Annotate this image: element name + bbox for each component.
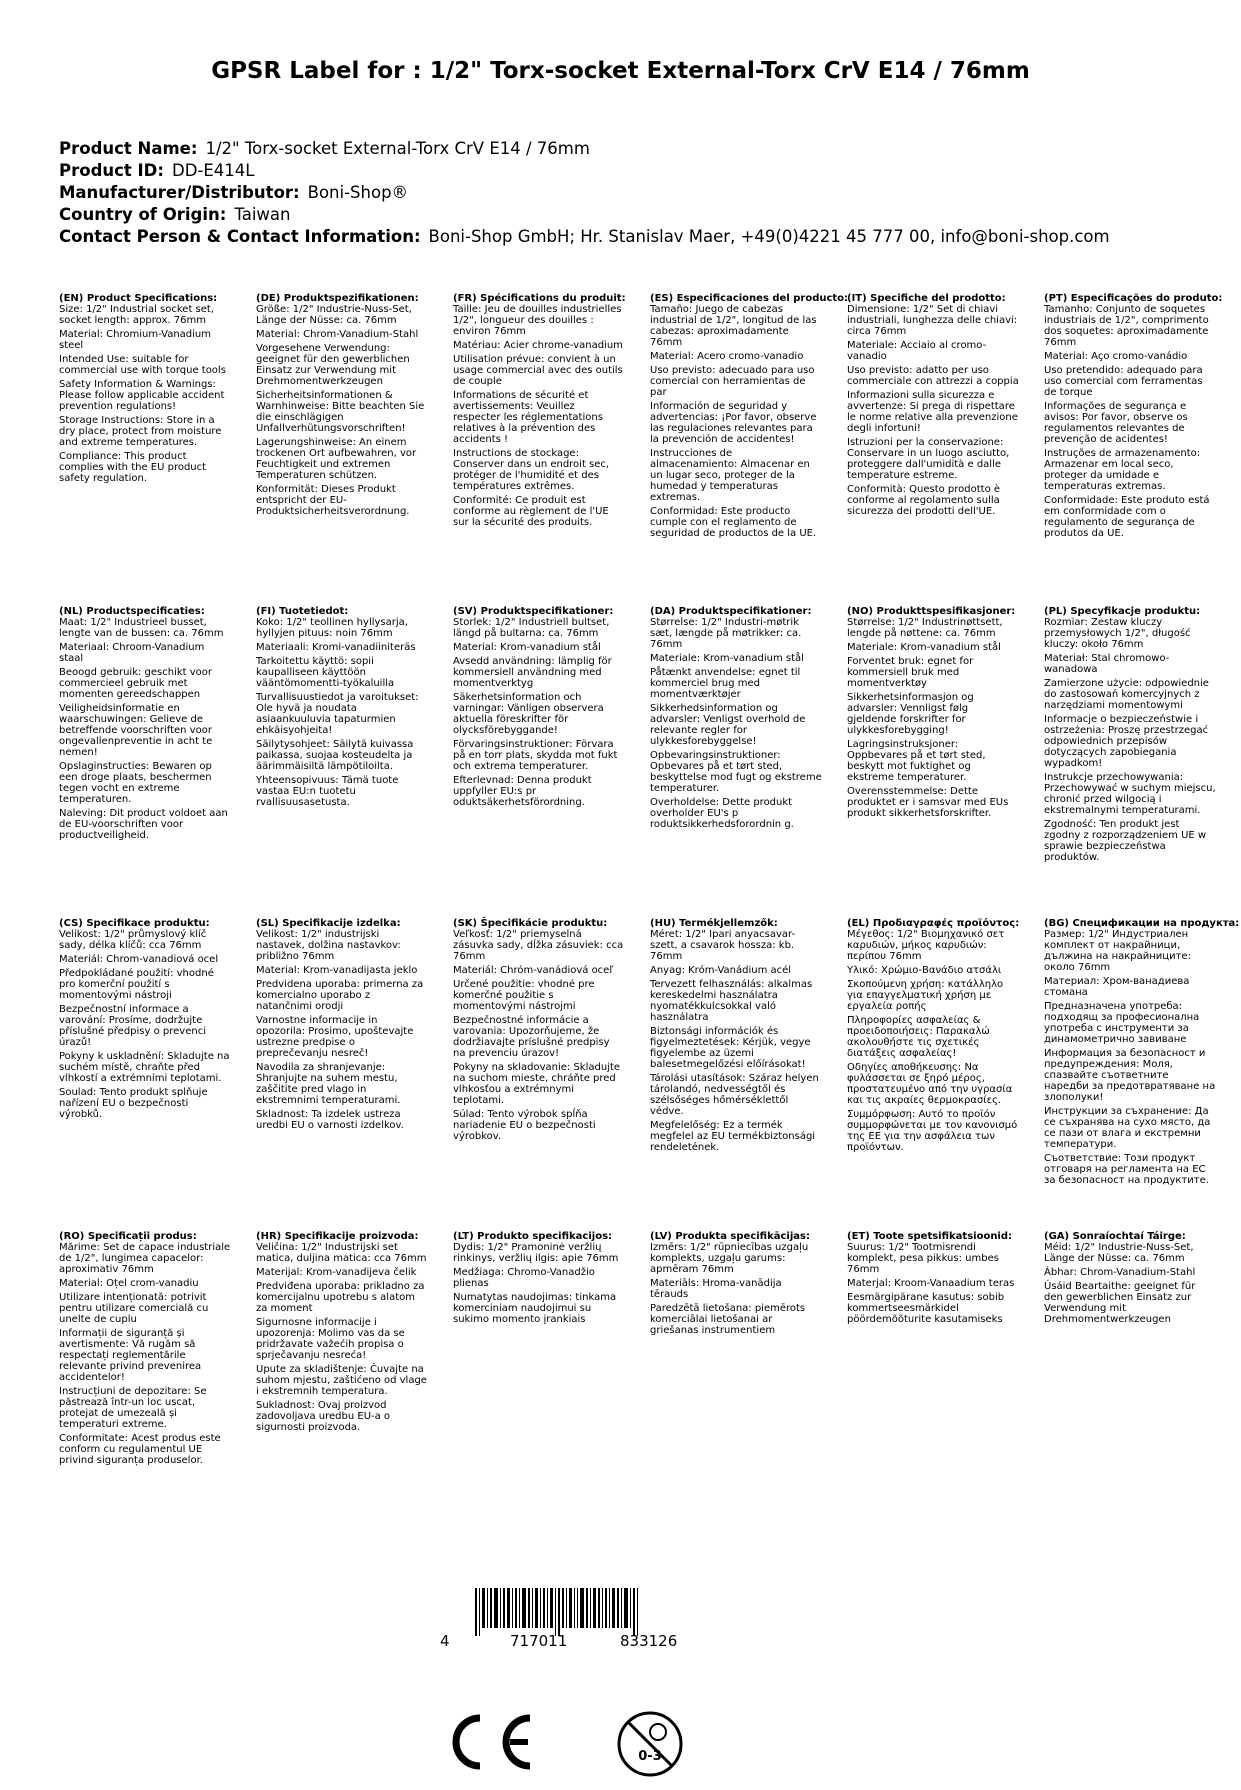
spec-block-sk: (SK) Špecifikácie produktu: Veľkosť: 1/2" priemyselná zásuvka sady, dĺžka zásuviek: cca 76mm Materiál: Chróm-vanádiová oceľ Určené použitie: vhodné pre komerčné použitie s momentovými nástrojmi Bezpečnostné informácie a varovania: Upozorňujeme, že dodržiavajte príslušné predpisy na prevenciu úrazov! Pokyny na skladovanie: Skladujte na suchom mieste, chráňte pred vlhkosťou a extrémnymi teplotami. Súlad: Tento výrobok spĺňa nariadenie EU o bezpečnosti výrobkov.	[453, 918, 624, 1142]
info-country: Country of Origin: Taiwan	[59, 205, 291, 224]
spec-block-pl: (PL) Specyfikacje produktu: Rozmiar: Zestaw kluczy przemysłowych 1/2", długość kluczy: około 76mm Materiał: Stal chromowo-wanadowa Zamierzone użycie: odpowiednie do zastosowań komercyjnych z narzędziami momentowymi Informacje o bezpieczeństwie i ostrzeżenia: Proszę przestrzegać odpowiednich przepisów dotyczących zapobiegania wypadkom! Instrukcje przechowywania: Przechowywać w suchym miejscu, chronić przed wilgocią i ekstremalnymi temperaturami. Zgodność: Ten produkt jest zgodny z rozporządzeniem UE w sprawie bezpieczeństwa produktów.	[1044, 606, 1216, 863]
info-contact: Contact Person & Contact Information: Boni-Shop GmbH; Hr. Stanislav Maer, +49(0)4221 45 777 00, info@boni-shop.com	[59, 227, 1110, 246]
product-info	[59, 138, 1110, 248]
ce-mark-icon	[456, 1718, 530, 1766]
spec-block-fr: (FR) Spécifications du produit: Taille: Jeu de douilles industrielles 1/2", longueur des douilles : environ 76mm Matériau: Acier chrome-vanadium Utilisation prévue: convient à un usage commercial avec des outils de couple Informations de sécurité et avertissements: Veuillez respecter les réglementations relatives à la prévention des accidents ! Instructions de stockage: Conserver dans un endroit sec, protéger de l'humidité et des températures extrêmes. Conformité: Ce produit est conforme au règlement de l'UE sur la sécurité des produits.	[453, 293, 626, 528]
spec-block-sv: (SV) Produktspecifikationer: Storlek: 1/2" Industriell bultset, längd på bultarna: ca. 76mm Material: Krom-vanadium stål Avsedd användning: lämplig för kommersiell användning med momentverktyg Säkerhetsinformation och varningar: Vänligen observera aktuella föreskrifter för olycksförebyggande! Förvaringsinstruktioner: Förvara på en torr plats, skydda mot fukt och extrema temperaturer. Efterlevnad: Denna produkt uppfyller EU:s pr oduktsäkerhetsförordning.	[453, 606, 618, 808]
spec-block-el: (EL) Προδιαγραφές προϊόντος: Μέγεθος: 1/2" Βιομηχανικό σετ καρυδιών, μήκος καρυδιών: περίπου 76mm Υλικό: Χρώμιο-Βανάδιο ατσάλι Σκοπούμενη χρήση: κατάλληλο για επαγγελματική χρήση με εργαλεία ροπής Πληροφορίες ασφαλείας & προειδοποιήσεις: Παρακαλώ ακολουθήστε τις σχετικές διατάξεις ασφαλείας! Οδηγίες αποθήκευσης: Να φυλάσσεται σε ξηρό μέρος, προστατευμένο από την υγρασία και τις ακραίες θερμοκρασίες. Συμμόρφωση: Αυτό το προϊόν συμμορφώνεται με τον κανονισμό της ΕΕ για την ασφάλεια των προϊόντων.	[847, 918, 1020, 1153]
spec-block-de: (DE) Produktspezifikationen: Größe: 1/2" Industrie-Nuss-Set, Länge der Nüsse: ca. 76mm Material: Chrom-Vanadium-Stahl Vorgesehene Verwendung: geeignet für den gewerblichen Einsatz zur Verwendung mit Drehmomentwerkzeugen Sicherheitsinformationen & Warnhinweise: Bitte beachten Sie die einschlägigen Unfallverhütungsvorschriften! Lagerungshinweise: An einem trockenen Ort aufbewahren, vor Feuchtigkeit und extremen Temperaturen schützen. Konformität: Dieses Produkt entspricht der EU-Produktsicherheitsverordnung.	[256, 293, 425, 517]
spec-block-ga: (GA) Sonraíochtaí Táirge: Méid: 1/2" Industrie-Nuss-Set, Länge der Nüsse: ca. 76mm Ábhar: Chrom-Vanadium-Stahl Úsáid Beartaithe: geeignet für den gewerblichen Einsatz zur Verwendung mit Drehmomentwerkzeugen	[1044, 1231, 1196, 1325]
spec-block-cs: (CS) Specifikace produktu: Velikost: 1/2" průmyslový klíč sady, délka klíčů: cca 76mm Materiál: Chrom-vanadiová ocel Předpokládané použití: vhodné pro komerční použití s momentovými nástroji Bezpečnostní informace a varování: Prosíme, dodržujte příslušné předpisy o prevenci úrazů! Pokyny k uskladnění: Skladujte na suchém místě, chraňte před vlhkostí a extrémními teplotami. Soulad: Tento produkt splňuje nařízení EU o bezpečnosti výrobků.	[59, 918, 230, 1120]
spec-block-bg: (BG) Спецификации на продукта: Размер: 1/2" Индустриален комплект от накрайници, дължина на накрайниците: около 76mm Материал: Хром-ванадиева стомана Предназначена употреба: подходящ за професионална употреба с инструменти за динамометрично завиване Информация за безопасност и предупреждения: Моля, спазвайте съответните наредби за предотвратяване на злополуки! Инструкции за съхранение: Да се съхранява на сухо място, да се пази от влага и екстремни температури. Съответствие: Този продукт отговаря на регламента на ЕС за безопасност на продуктите.	[1044, 918, 1240, 1186]
barcode-bars	[475, 1588, 700, 1634]
barcode-digit-right: 833126	[620, 1632, 678, 1650]
info-manufacturer: Manufacturer/Distributor: Boni-Shop®	[59, 183, 409, 202]
spec-block-ro: (RO) Specificații produs: Mărime: Set de capace industriale de 1/2", lungimea capacelor: aproximativ 76mm Material: Oțel crom-vanadiu Utilizare intenționată: potrivit pentru utilizare comercială cu unelte de cuplu Informații de siguranță și avertismente: Vă rugăm să respectați reglementările relevante privind prevenirea accidentelor! Instrucțiuni de depozitare: Se păstrează într-un loc uscat, protejat de umezeală și temperaturi extreme. Conformitate: Acest produs este conform cu regulamentul UE privind siguranța produselor.	[59, 1231, 231, 1466]
info-product-name: Product Name: 1/2" Torx-socket External-Torx CrV E14 / 76mm	[59, 139, 590, 158]
svg-text:0-3: 0-3	[638, 1749, 662, 1764]
spec-block-hr: (HR) Specifikacije proizvoda: Veličina: 1/2" Industrijski set matica, duljina matica: cca 76mm Materijal: Krom-vanadijeva čelik Predviđena uporaba: prikladno za komercijalnu upotrebu s alatom za moment Sigurnosne informacije i upozorenja: Molimo vas da se pridržavate važećih propisa o sprječavanju nesreća! Upute za skladištenje: Čuvajte na suhom mjestu, zaštićeno od vlage i ekstremnih temperatura. Sukladnost: Ovaj proizvod zadovoljava uredbu EU-a o sigurnosti proizvoda.	[256, 1231, 427, 1433]
spec-block-fi: (FI) Tuotetiedot: Koko: 1/2" teollinen hyllysarja, hyllyjen pituus: noin 76mm Materiaali: Kromi-vanadiiniteräs Tarkoitettu käyttö: sopii kaupalliseen käyttöön vääntömomentti-työkaluilla Turvallisuustiedot ja varoitukset: Ole hyvä ja noudata asiaankuuluvia tapaturmien ehkäisyohjeita! Säilytysohjeet: Säilytä kuivassa paikassa, suojaa kosteudelta ja äärimmäisiltä lämpötiloilta. Yhteensopivuus: Tämä tuote vastaa EU:n tuotetu rvallisuusasetusta.	[256, 606, 419, 808]
age-warning-icon	[619, 1713, 681, 1775]
spec-block-pt: (PT) Especificações do produto: Tamanho: Conjunto de soquetes industriais de 1/2", comprimento dos soquetes: aproximadamente 76mm Material: Aço cromo-vanádio Uso pretendido: adequado para uso comercial com ferramentas de torque Informações de segurança e avisos: Por favor, observe os regulamentos relevantes de prevenção de acidentes! Instruções de armazenamento: Armazenar em local seco, proteger da umidade e temperaturas extremas. Conformidade: Este produto está em conformidade com o regulamento de segurança de produtos da UE.	[1044, 293, 1223, 539]
barcode-digit-first: 4	[440, 1632, 450, 1650]
spec-block-da: (DA) Produktspecifikationer: Størrelse: 1/2" Industri-møtrik sæt, længde på møtrikker: ca. 76mm Materiale: Krom-vanadium stål Påtænkt anvendelse: egnet til kommerciel brug med momentværktøjer Sikkerhedsinformation og advarsler: Venligst overhold de relevante regler for ulykkesforebyggelse! Opbevaringsinstruktioner: Opbevares på et tørt sted, beskyttelse mod fugt og ekstreme temperaturer. Overholdelse: Dette produkt overholder EU's p roduktsikkerhedsforordnin g.	[650, 606, 822, 830]
spec-block-nl: (NL) Productspecificaties: Maat: 1/2" Industrieel busset, lengte van de bussen: ca. 76mm Materiaal: Chroom-Vanadium staal Beoogd gebruik: geschikt voor commercieel gebruik met momenten gereedschappen Veiligheidsinformatie en waarschuwingen: Gelieve de betreffende voorschriften voor ongevallenpreventie in acht te nemen! Opslaginstructies: Bewaren op een droge plaats, beschermen tegen vocht en extreme temperaturen. Naleving: Dit product voldoet aan de EU-voorschriften voor productveiligheid.	[59, 606, 228, 841]
page-title: GPSR Label for : 1/2" Torx-socket External-Torx CrV E14 / 76mm	[211, 58, 1030, 84]
spec-block-es: (ES) Especificaciones del producto: Tamaño: Juego de cabezas industrial de 1/2", longitud de las cabezas: aproximadamente 76mm Material: Acero cromo-vanadio Uso previsto: adecuado para uso comercial con herramientas de par Información de seguridad y advertencias: ¡Por favor, observe las regulaciones relevantes para la prevención de accidentes! Instrucciones de almacenamiento: Almacenar en un lugar seco, proteger de la humedad y temperaturas extremas. Conformidad: Este producto cumple con el reglamento de seguridad de productos de la UE.	[650, 293, 849, 539]
barcode-digit-left: 717011	[510, 1632, 568, 1650]
spec-block-lt: (LT) Produkto specifikacijos: Dydis: 1/2" Pramoninė veržlių rinkinys, veržlių ilgis: apie 76mm Medžiaga: Chromo-Vanadžio plienas Numatytas naudojimas: tinkama komerciniam naudojimui su sukimo momento įrankiais	[453, 1231, 619, 1325]
spec-block-en: (EN) Product Specifications: Size: 1/2" Industrial socket set, socket length: approx. 76mm Material: Chromium-Vanadium steel Intended Use: suitable for commercial use with torque tools Safety Information & Warnings: Please follow applicable accident prevention regulations! Storage Instructions: Store in a dry place, protect from moisture and extreme temperatures. Compliance: This product complies with the EU product safety regulation.	[59, 293, 226, 484]
info-product-id: Product ID: DD-E414L	[59, 161, 255, 180]
compliance-symbols	[450, 1710, 700, 1790]
spec-block-lv: (LV) Produkta specifikācijas: Izmērs: 1/2" rūpniecības uzgaļu komplekts, uzgaļu garums: apmēram 76mm Materiāls: Hroma-vanādija tērauds Paredzētā lietošana: piemērots komerciālai lietošanai ar griešanas instrumentiem	[650, 1231, 810, 1336]
spec-block-et: (ET) Toote spetsifikatsioonid: Suurus: 1/2" Tootmisrendi komplekt, pesa pikkus: umbes 76mm Materjal: Kroom-Vanaadium teras Eesmärgipärane kasutus: sobib kommertseesmärkidel pöördemõõturite kasutamiseks	[847, 1231, 1015, 1325]
spec-block-sl: (SL) Specifikacije izdelka: Velikost: 1/2" industrijski nastavek, dolžina nastavkov: približno 76mm Material: Krom-vanadijasta jeklo Predvidena uporaba: primerna za komercialno uporabo z natančnimi orodji Varnostne informacije in opozorila: Prosimo, upoštevajte ustrezne predpise o preprečevanju nesreč! Navodila za shranjevanje: Shranjujte na suhem mestu, zaščitite pred vlago in ekstremnimi temperaturami. Skladnost: Ta izdelek ustreza uredbi EU o varnosti izdelkov.	[256, 918, 424, 1131]
spec-block-no: (NO) Produkttspesifikasjoner: Størrelse: 1/2" Industrinøttsett, lengde på nøttene: ca. 76mm Materiale: Krom-vanadium stål Forventet bruk: egnet for kommersiell bruk med momentverktøy Sikkerhetsinformasjon og advarsler: Vennligst følg gjeldende forskrifter for ulykkesforebygging! Lagringsinstruksjoner: Oppbevares på et tørt sted, beskytt mot fuktighet og ekstreme temperaturer. Overensstemmelse: Dette produktet er i samsvar med EUs produkt sikkerhetsforskrifter.	[847, 606, 1016, 819]
spec-block-hu: (HU) Termékjellemzők: Méret: 1/2" Ipari anyacsavar-szett, a csavarok hossza: kb. 76mm Anyag: Króm-Vanádium acél Tervezett felhasználás: alkalmas kereskedelmi használatra nyomatékkulcsokkal való használatra Biztonsági információk és figyelmeztetések: Kérjük, vegye figyelembe az üzemi balesetmegelőzési előírásokat! Tárolási utasítások: Száraz helyen tárolandó, nedvességtől és szélsőséges hőmérséklettől védve. Megfelelőség: Ez a termék megfelel az EU termékbiztonsági rendeletének.	[650, 918, 819, 1153]
ean-barcode	[440, 1588, 710, 1688]
spec-block-it: (IT) Specifiche del prodotto: Dimensione: 1/2" Set di chiavi industriali, lunghezza delle chiavi: circa 76mm Materiale: Acciaio al cromo-vanadio Uso previsto: adatto per uso commerciale con attrezzi a coppia Informazioni sulla sicurezza e avvertenze: Si prega di rispettare le norme relative alla prevenzione degli infortuni! Istruzioni per la conservazione: Conservare in un luogo asciutto, proteggere dall'umidità e dalle temperature estreme. Conformità: Questo prodotto è conforme al regolamento sulla sicurezza dei prodotti dell'UE.	[847, 293, 1019, 517]
